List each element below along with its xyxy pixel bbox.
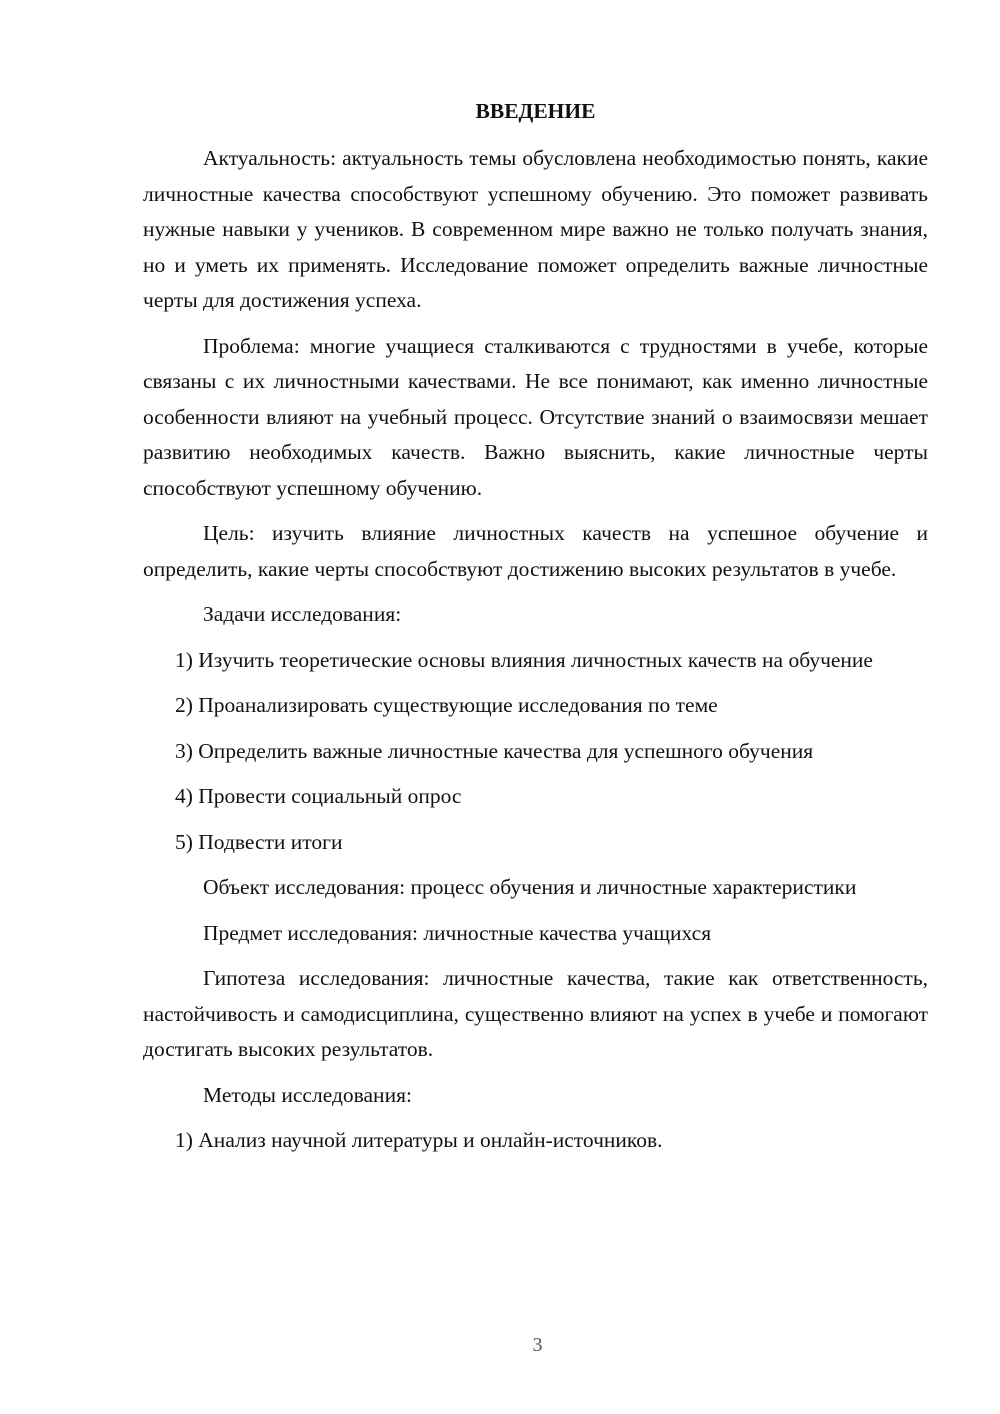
task-item-5: 5) Подвести итоги bbox=[175, 829, 343, 854]
subject-paragraph: Предмет исследования: личностные качества учащихся bbox=[203, 920, 712, 945]
object-paragraph: Объект исследования: процесс обучения и личностные характеристики bbox=[203, 875, 857, 899]
relevance-paragraph: Актуальность: актуальность темы обусловлена необходимостью понять, какие личностные качества способствуют успешному обучению. Это поможет развивать нужные навыки у учеников. В современном мире важно не только получать знания, но и уметь их применять. Исследование поможет определить важные личностные черты для достижения успеха. bbox=[143, 146, 928, 312]
task-item-2: 2) Проанализировать существующие исследования по теме bbox=[175, 693, 718, 717]
goal-paragraph: Цель: изучить влияние личностных качеств на успешное обучение и определить, какие черты способствуют достижению высоких результатов в учебе. bbox=[143, 521, 928, 581]
method-item-1: 1) Анализ научной литературы и онлайн-источников. bbox=[175, 1128, 663, 1152]
problem-paragraph: Проблема: многие учащиеся сталкиваются с трудностями в учебе, которые связаны с их личностными качествами. Не все понимают, как именно личностные особенности влияют на учебный процесс. Отсутствие знаний о взаимосвязи мешает развитию необходимых качеств. Важно выяснить, какие личностные черты способствуют успешному обучению. bbox=[143, 333, 928, 500]
hypothesis-paragraph: Гипотеза исследования: личностные качества, такие как ответственность, настойчивость и самодисциплина, существенно влияют на успех в учебе и помогают достигать высоких результатов. bbox=[143, 966, 928, 1061]
page-content bbox=[143, 94, 928, 1169]
task-item-1: 1) Изучить теоретические основы влияния личностных качеств на обучение bbox=[175, 647, 873, 672]
tasks-heading: Задачи исследования: bbox=[203, 602, 402, 626]
task-item-3: 3) Определить важные личностные качества для успешного обучения bbox=[175, 738, 814, 763]
task-item-4: 4) Провести социальный опрос bbox=[175, 784, 462, 808]
methods-heading: Методы исследования: bbox=[203, 1082, 412, 1107]
page-title: ВВЕДЕНИЕ bbox=[475, 99, 596, 123]
page-number: 3 bbox=[532, 1334, 543, 1356]
